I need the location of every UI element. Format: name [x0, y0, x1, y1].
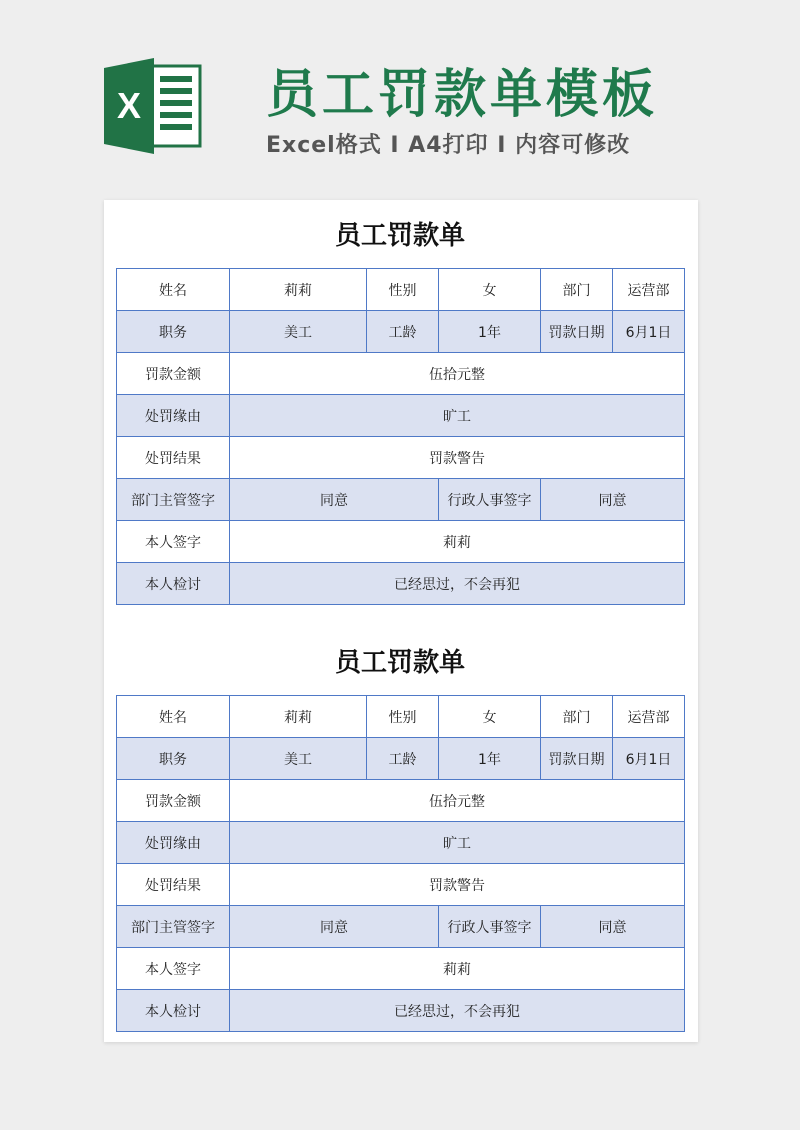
- table-cell: 部门: [541, 269, 613, 311]
- table-cell[interactable]: 旷工: [230, 822, 685, 864]
- table-cell[interactable]: 莉莉: [230, 269, 367, 311]
- table-cell: 处罚缘由: [117, 395, 230, 437]
- table-row: [117, 948, 685, 990]
- table-cell: 本人检讨: [117, 563, 230, 605]
- page-subtitle: Excel格式 I A4打印 I 内容可修改: [266, 133, 631, 158]
- table-cell: 本人检讨: [117, 990, 230, 1032]
- table-cell: 职务: [117, 311, 230, 353]
- table-cell[interactable]: 莉莉: [230, 696, 367, 738]
- header: [0, 0, 800, 200]
- form-title: 员工罚款单: [334, 648, 465, 678]
- table-row: [117, 395, 685, 437]
- table-row: [117, 521, 685, 563]
- table-cell: 性别: [367, 269, 439, 311]
- table-cell: 行政人事签字: [439, 906, 541, 948]
- table-cell: 处罚结果: [117, 864, 230, 906]
- table-row: [117, 906, 685, 948]
- table-cell[interactable]: 同意: [230, 479, 439, 521]
- table-row: [117, 563, 685, 605]
- table-cell[interactable]: 运营部: [613, 269, 685, 311]
- excel-logo-icon: [104, 58, 204, 154]
- table-cell[interactable]: 1年: [439, 311, 541, 353]
- table-cell[interactable]: 美工: [230, 311, 367, 353]
- table-row: [117, 738, 685, 780]
- table-cell: 行政人事签字: [439, 479, 541, 521]
- table-cell: 罚款日期: [541, 738, 613, 780]
- logo-letter: X: [116, 85, 142, 126]
- table-cell[interactable]: 伍拾元整: [230, 353, 685, 395]
- table-cell[interactable]: 6月1日: [613, 311, 685, 353]
- penalty-form-1: [116, 204, 684, 605]
- table-cell: 罚款日期: [541, 311, 613, 353]
- table-cell[interactable]: 同意: [541, 906, 685, 948]
- table-cell[interactable]: 运营部: [613, 696, 685, 738]
- table-cell[interactable]: 1年: [439, 738, 541, 780]
- table-cell: 工龄: [367, 738, 439, 780]
- table-cell[interactable]: 罚款警告: [230, 437, 685, 479]
- table-cell[interactable]: 同意: [230, 906, 439, 948]
- table-cell: 本人签字: [117, 521, 230, 563]
- table-cell: 性别: [367, 696, 439, 738]
- table-cell: 处罚缘由: [117, 822, 230, 864]
- table-cell[interactable]: 已经思过，不会再犯: [230, 990, 685, 1032]
- table-cell[interactable]: 已经思过，不会再犯: [230, 563, 685, 605]
- table-cell: 部门主管签字: [117, 906, 230, 948]
- table-cell: 姓名: [117, 269, 230, 311]
- table-cell: 工龄: [367, 311, 439, 353]
- table-row: [117, 311, 685, 353]
- penalty-table: [116, 695, 685, 1032]
- table-cell: 罚款金额: [117, 353, 230, 395]
- page-title: 员工罚款单模板: [266, 65, 659, 125]
- table-row: [117, 696, 685, 738]
- table-cell: 罚款金额: [117, 780, 230, 822]
- table-row: [117, 990, 685, 1032]
- table-cell[interactable]: 女: [439, 269, 541, 311]
- table-cell: 姓名: [117, 696, 230, 738]
- table-cell[interactable]: 6月1日: [613, 738, 685, 780]
- table-row: [117, 780, 685, 822]
- table-cell[interactable]: 女: [439, 696, 541, 738]
- table-cell[interactable]: 莉莉: [230, 521, 685, 563]
- table-cell: 部门: [541, 696, 613, 738]
- table-row: [117, 353, 685, 395]
- table-cell[interactable]: 美工: [230, 738, 367, 780]
- table-cell: 部门主管签字: [117, 479, 230, 521]
- table-cell[interactable]: 伍拾元整: [230, 780, 685, 822]
- document-paper: [104, 200, 698, 1042]
- table-row: [117, 437, 685, 479]
- table-row: [117, 864, 685, 906]
- table-cell[interactable]: 同意: [541, 479, 685, 521]
- form-title: 员工罚款单: [334, 221, 465, 251]
- table-cell: 本人签字: [117, 948, 230, 990]
- table-row: [117, 822, 685, 864]
- table-cell[interactable]: 旷工: [230, 395, 685, 437]
- table-cell: 处罚结果: [117, 437, 230, 479]
- penalty-table: [116, 268, 685, 605]
- table-row: [117, 479, 685, 521]
- penalty-form-2: [116, 631, 684, 1032]
- table-row: [117, 269, 685, 311]
- table-cell: 职务: [117, 738, 230, 780]
- table-cell[interactable]: 罚款警告: [230, 864, 685, 906]
- table-cell[interactable]: 莉莉: [230, 948, 685, 990]
